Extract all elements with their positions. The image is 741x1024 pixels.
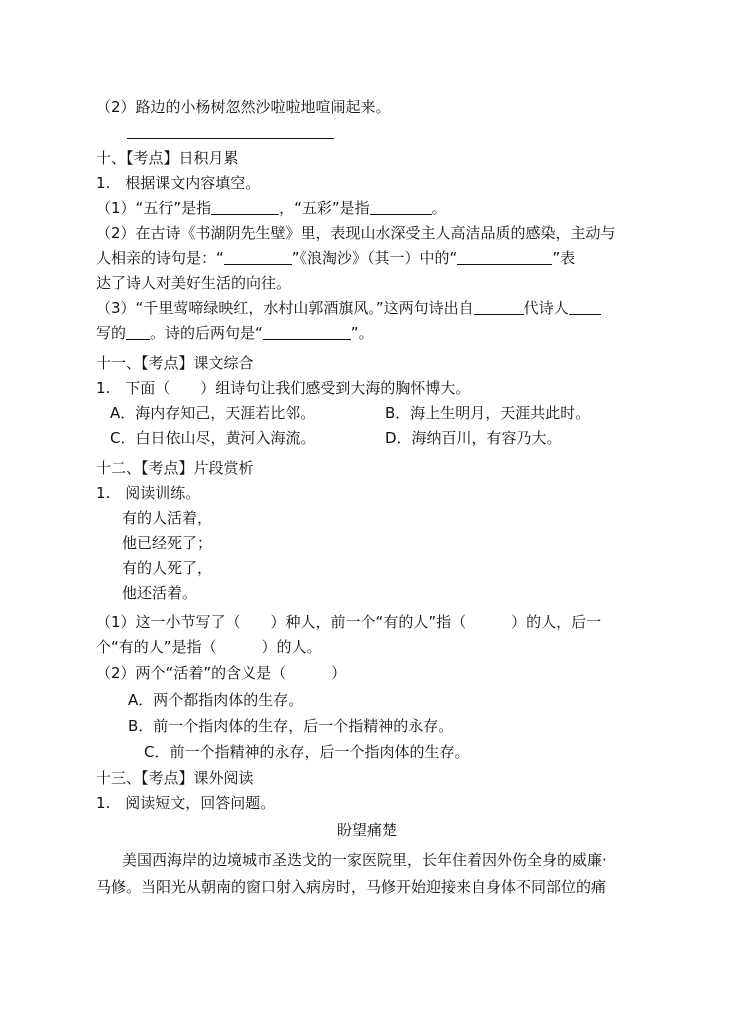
s10-item2-text-b: ”《浪淘沙》（其一）中的“ <box>291 249 458 267</box>
blank-wuxing[interactable] <box>211 200 279 215</box>
s12-option-c[interactable]: C．前一个指精神的永存，后一个指肉体的生存。 <box>144 743 470 761</box>
poem-line-3: 有的人死了， <box>122 559 213 577</box>
s10-item2-line2 <box>96 248 575 268</box>
s10-item2-text-a: 人相亲的诗句是：“ <box>96 249 224 267</box>
blank-langtaosha-line[interactable] <box>457 250 552 265</box>
blank-poem-title[interactable] <box>126 325 150 340</box>
blank-wucai[interactable] <box>370 200 432 215</box>
poem-line-2: 他已经死了； <box>122 534 213 552</box>
s11-option-b[interactable]: B．海上生明月，天涯共此时。 <box>385 404 591 422</box>
blank-poet[interactable] <box>569 300 601 315</box>
s11-q1: 1. 下面（ ）组诗句让我们感受到大海的胸怀博大。 <box>96 379 471 397</box>
passage-title: 盼望痛楚 <box>337 821 398 839</box>
s11-option-a[interactable]: A．海内存知己，天涯若比邻。 <box>110 404 316 422</box>
s10-item2-line1: （2）在古诗《书湖阴先生壁》里，表现山水深受主人高洁品质的感染，主动与 <box>96 224 616 242</box>
blank-poem-line[interactable] <box>224 250 292 265</box>
s10-item3-line2 <box>96 323 374 343</box>
s10-item1 <box>96 198 447 218</box>
passage-line-2: 马修。当阳光从朝南的窗口射入病房时，马修开始迎接来自身体不同部位的痛 <box>96 878 607 896</box>
s10-item3-text-d: 写的 <box>96 324 127 342</box>
s12-sub1-line1: （1）这一小节写了（ ）种人，前一个“有的人”指（ ）的人，后一 <box>96 613 602 631</box>
s12-option-b[interactable]: B．前一个指肉体的生存，后一个指精神的永存。 <box>128 717 454 735</box>
answer-line[interactable] <box>127 138 334 139</box>
s10-item2-text-c: ”表 <box>552 249 576 267</box>
s11-option-c[interactable]: C．白日依山尽，黄河入海流。 <box>110 429 316 447</box>
section-13-heading: 十三、【考点】课外阅读 <box>96 769 254 787</box>
s12-q1: 1. 阅读训练。 <box>96 484 201 502</box>
section-10-heading: 十、【考点】日积月累 <box>96 149 239 167</box>
s12-option-a[interactable]: A．两个都指肉体的生存。 <box>128 691 304 709</box>
s10-item3-text-a: （3）“千里莺啼绿映红，水村山郭酒旗风。”这两句诗出自 <box>96 299 474 317</box>
s12-sub2: （2）两个“活着”的含义是（ ） <box>96 664 347 682</box>
poem-line-4: 他还活着。 <box>122 584 198 602</box>
blank-last-two-lines[interactable] <box>263 325 351 340</box>
section-12-heading: 十二、【考点】片段赏析 <box>96 459 254 477</box>
s10-item2-line3: 达了诗人对美好生活的向往。 <box>96 274 292 292</box>
s10-item3-text-b: 代诗人 <box>523 299 569 317</box>
s10-item3-text-e: 。诗的后两句是“ <box>150 324 263 342</box>
poem-line-1: 有的人活着， <box>122 509 213 527</box>
s12-sub1-line2: 个“有的人”是指（ ）的人。 <box>96 638 322 656</box>
s10-item1-text-b: ，“五彩”是指 <box>279 199 370 217</box>
section-11-heading: 十一、【考点】课文综合 <box>96 354 254 372</box>
s10-item3-text-f: ”。 <box>350 324 374 342</box>
s13-q1: 1. 阅读短文，回答问题。 <box>96 794 276 812</box>
s10-item3-line1 <box>96 298 601 318</box>
s10-item1-text-c: 。 <box>431 199 447 217</box>
s10-item1-text-a: （1）“五行”是指 <box>96 199 212 217</box>
s11-option-d[interactable]: D．海纳百川，有容乃大。 <box>385 429 562 447</box>
q9-item2: （2）路边的小杨树忽然沙啦啦地喧闹起来。 <box>96 98 391 116</box>
s10-q1: 1. 根据课文内容填空。 <box>96 174 261 192</box>
passage-line-1: 美国西海岸的边境城市圣迭戈的一家医院里，长年住着因外伤全身的威廉· <box>122 851 607 869</box>
blank-dynasty[interactable] <box>474 300 524 315</box>
